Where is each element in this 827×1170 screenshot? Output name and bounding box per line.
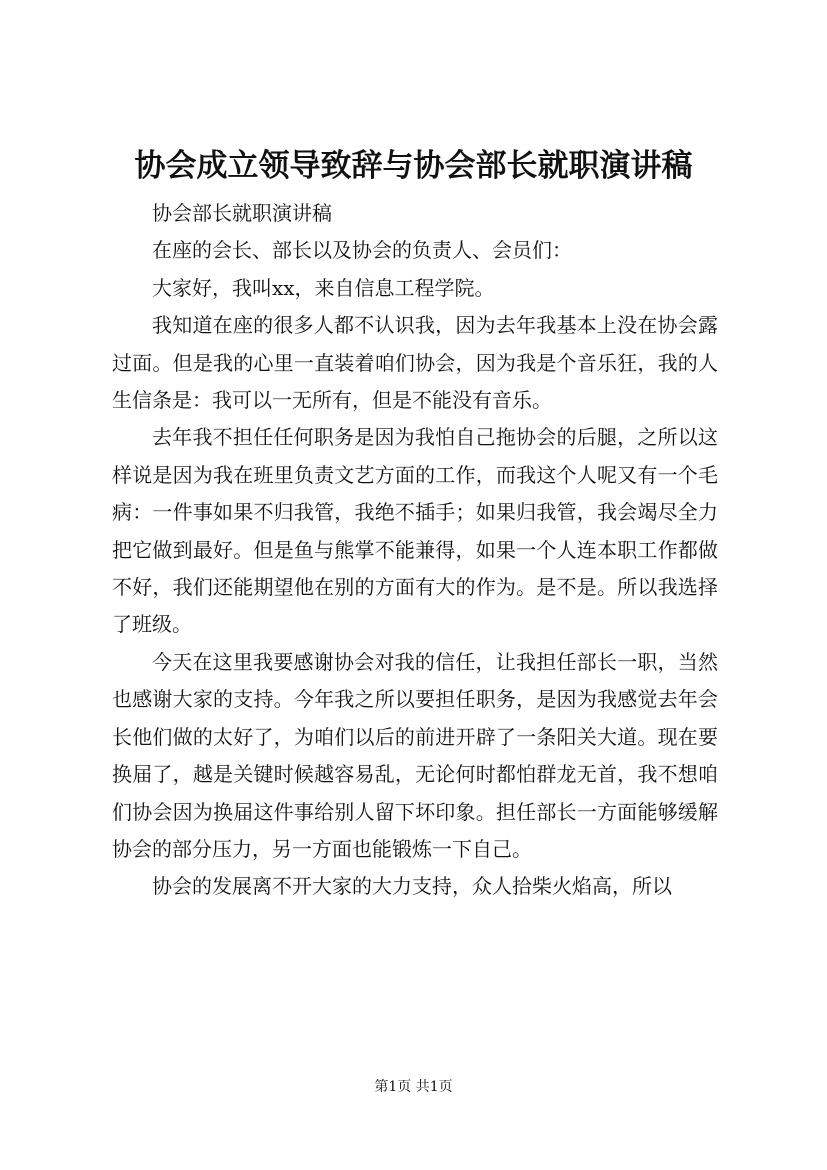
paragraph-greeting: 在座的会长、部长以及协会的负责人、会员们：	[152, 238, 572, 263]
page-number-footer: 第1页 共1页	[374, 1079, 453, 1095]
paragraph-intro: 大家好，我叫xx，来自信息工程学院。	[152, 275, 495, 300]
paragraph-body: 去年我不担任任何职务是因为我怕自己拖协会的后腿，之所以这样说是因为我在班里负责文艺方面的工作，而我这个人呢又有一个毛病：一件事如果不归我管，我绝不插手；如果归我管，我会竭尽全力把它做到最好。但是鱼与熊掌不能兼得，如果一个人连本职工作都做不好，我们还能期望他在别的方面有大的作为。是不是。所以我选择了班级。	[112, 425, 718, 637]
paragraph-body: 今天在这里我要感谢协会对我的信任，让我担任部长一职，当然也感谢大家的支持。今年我之所以要担任职务，是因为我感觉去年会长他们做的太好了，为咱们以后的前进开辟了一条阳关大道。现在要换届了，越是关键时候越容易乱，无论何时都怕群龙无首，我不想咱们协会因为换届这件事给别人留下坏印象。担任部长一方面能够缓解协会的部分压力，另一方面也能锻炼一下自己。	[112, 649, 718, 861]
paragraph-body: 协会的发展离不开大家的大力支持，众人拾柴火焰高，所以	[152, 874, 672, 899]
document-body	[112, 195, 718, 906]
paragraph-body: 我知道在座的很多人都不认识我，因为去年我基本上没在协会露过面。但是我的心里一直装着咱们协会，因为我是个音乐狂，我的人生信条是：我可以一无所有，但是不能没有音乐。	[112, 313, 718, 413]
document-title: 协会成立领导致辞与协会部长就职演讲稿	[134, 148, 693, 184]
paragraph-subtitle: 协会部长就职演讲稿	[152, 201, 332, 225]
